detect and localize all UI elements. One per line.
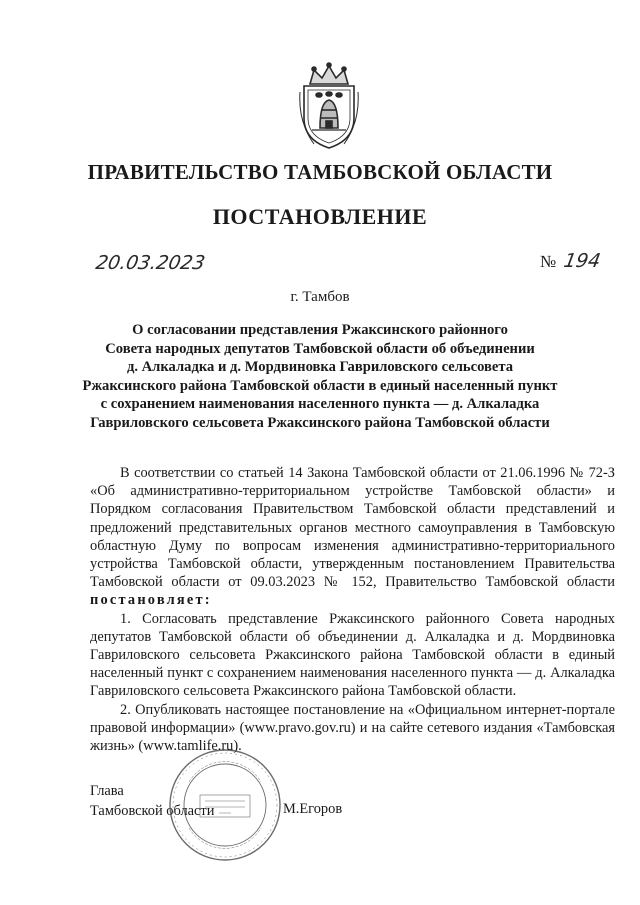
city: г. Тамбов (290, 289, 350, 305)
heading-line: Гавриловского сельсовета Ржаксинского района Тамбовской области (90, 414, 550, 431)
government-title: ПРАВИТЕЛЬСТВО ТАМБОВСКОЙ ОБЛАСТИ (87, 160, 553, 184)
heading-line: д. Алкаладка и д. Мордвиновка Гавриловского сельсовета (126, 359, 514, 375)
resolves-word: постановляет: (90, 592, 212, 609)
preamble-paragraph (90, 464, 615, 610)
preamble-text: В соответствии со статьей 14 Закона Тамбовской области от 21.06.1996 № 72-З «Об административно-территориальном устройстве Тамбовской области» и Порядком согласования Правительством Тамбовской области представлений и предложений представительных органов местного самоуправления в Тамбовскую областную Думу по вопросам изменения административно-территориального устройства Тамбовской области, утвержденным постановлением Правительства Тамбовской области от 09.03.2023 № 152, Правительство Тамбовской области (90, 465, 615, 591)
heading-line: с сохранением наименования населенного пункта — д. Алкаладка (100, 396, 540, 412)
role-line: Глава (90, 783, 124, 799)
document-date: 20.03.2023 (94, 252, 207, 274)
number-value: 194 (562, 250, 603, 272)
heading-line: Ржаксинского района Тамбовской области в единый населенный пункт (82, 377, 558, 394)
item-2-paragraph: 2. Опубликовать настоящее постановление на «Официальном интернет-портале правовой информации» (www.pravo.gov.ru) и на сайте сетевого издания «Тамбовская жизнь» (www.tamlife.ru). (90, 701, 615, 755)
number-label: № (540, 252, 557, 271)
heading-line: О согласовании представления Ржаксинского районного (132, 322, 508, 338)
heading-line: Совета народных депутатов Тамбовской области об объединении (105, 340, 535, 357)
signatory-name: М.Егоров (283, 801, 343, 817)
document-body (90, 464, 615, 755)
role-line: Тамбовской области (90, 803, 215, 819)
document-number (540, 250, 601, 272)
document-type: ПОСТАНОВЛЕНИЕ (212, 204, 428, 229)
stamp-icon (167, 747, 283, 863)
coat-of-arms-icon (296, 62, 362, 152)
document-heading (60, 321, 580, 432)
item-1-paragraph: 1. Согласовать представление Ржаксинского районного Совета народных депутатов Тамбовской области об объединении д. Алкаладка и д. Мордвиновка Гавриловского сельсовета Ржаксинского района Тамбовской области в единый населенный пункт с сохранением наименования населенного пункта — д. Алкаладка Гавриловского сельсовета Ржаксинского района Тамбовской области. (90, 610, 615, 700)
